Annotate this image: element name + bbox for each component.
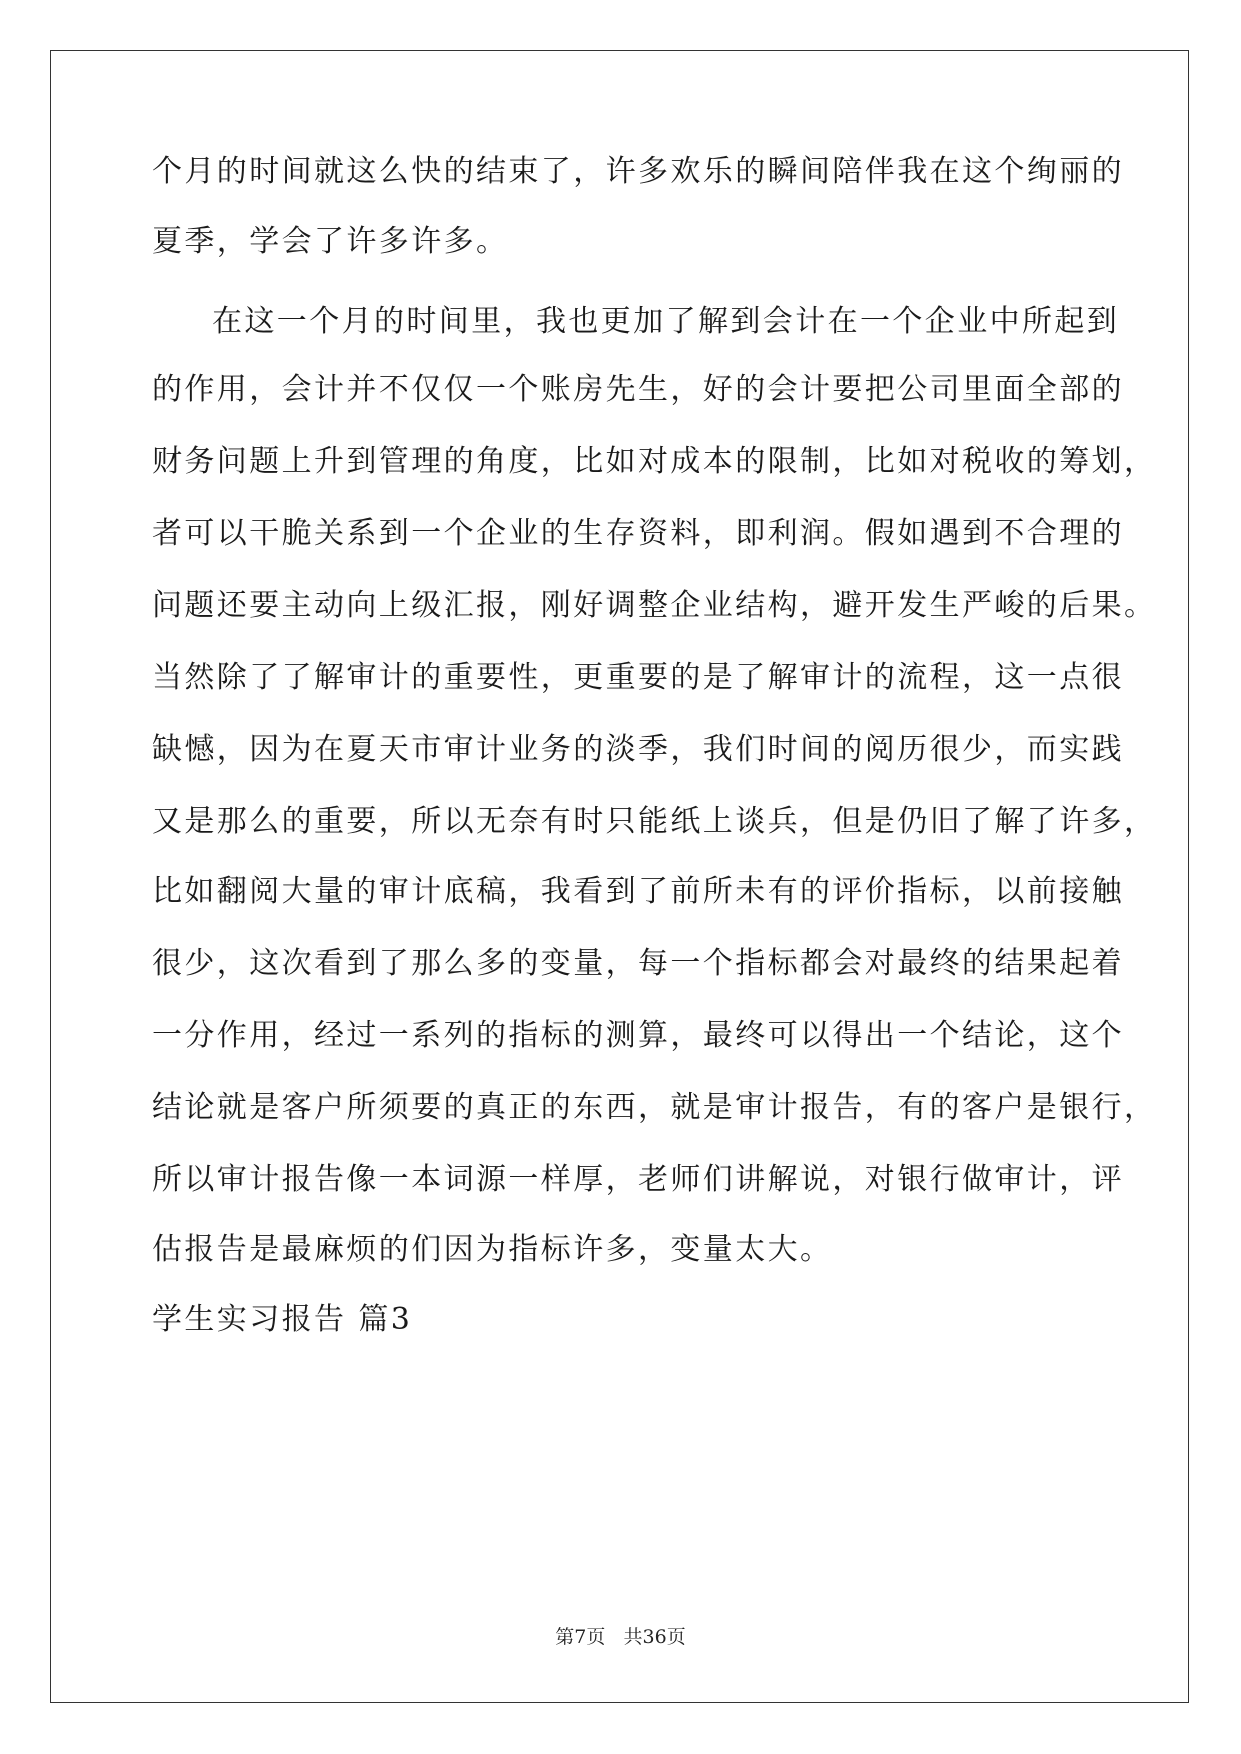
paragraph-line-5: 财务问题上升到管理的角度，比如对成本的限制，比如对税收的筹划， bbox=[152, 444, 1157, 479]
page-footer bbox=[0, 1625, 1241, 1649]
paragraph-line-12: 很少，这次看到了那么多的变量，每一个指标都会对最终的结果起着 bbox=[152, 946, 1124, 981]
page-total: 共36页 bbox=[623, 1626, 686, 1648]
paragraph-line-3: 在这一个月的时间里，我也更加了解到会计在一个企业中所起到 bbox=[212, 304, 1120, 339]
page-number: 第7页 bbox=[555, 1626, 606, 1648]
paragraph-line-6: 者可以干脆关系到一个企业的生存资料，即利润。假如遇到不合理的 bbox=[152, 516, 1124, 551]
paragraph-line-10: 又是那么的重要，所以无奈有时只能纸上谈兵，但是仍旧了解了许多， bbox=[152, 804, 1157, 839]
paragraph-line-16: 估报告是最麻烦的们因为指标许多，变量太大。 bbox=[152, 1232, 833, 1267]
paragraph-line-15: 所以审计报告像一本词源一样厚，老师们讲解说，对银行做审计，评 bbox=[152, 1162, 1124, 1197]
paragraph-line-11: 比如翻阅大量的审计底稿，我看到了前所未有的评价指标，以前接触 bbox=[152, 874, 1124, 909]
paragraph-line-8: 当然除了了解审计的重要性，更重要的是了解审计的流程，这一点很 bbox=[152, 660, 1124, 695]
paragraph-line-7: 问题还要主动向上级汇报，刚好调整企业结构，避开发生严峻的后果。 bbox=[152, 588, 1157, 623]
paragraph-line-1: 个月的时间就这么快的结束了，许多欢乐的瞬间陪伴我在这个绚丽的 bbox=[152, 154, 1124, 189]
paragraph-line-13: 一分作用，经过一系列的指标的测算，最终可以得出一个结论，这个 bbox=[152, 1018, 1124, 1053]
paragraph-line-9: 缺憾，因为在夏天市审计业务的淡季，我们时间的阅历很少，而实践 bbox=[152, 732, 1124, 767]
paragraph-line-2: 夏季，学会了许多许多。 bbox=[152, 224, 509, 259]
paragraph-line-14: 结论就是客户所须要的真正的东西，就是审计报告，有的客户是银行， bbox=[152, 1090, 1157, 1125]
paragraph-line-4: 的作用，会计并不仅仅一个账房先生，好的会计要把公司里面全部的 bbox=[152, 372, 1124, 407]
section-heading: 学生实习报告 篇3 bbox=[152, 1302, 413, 1337]
